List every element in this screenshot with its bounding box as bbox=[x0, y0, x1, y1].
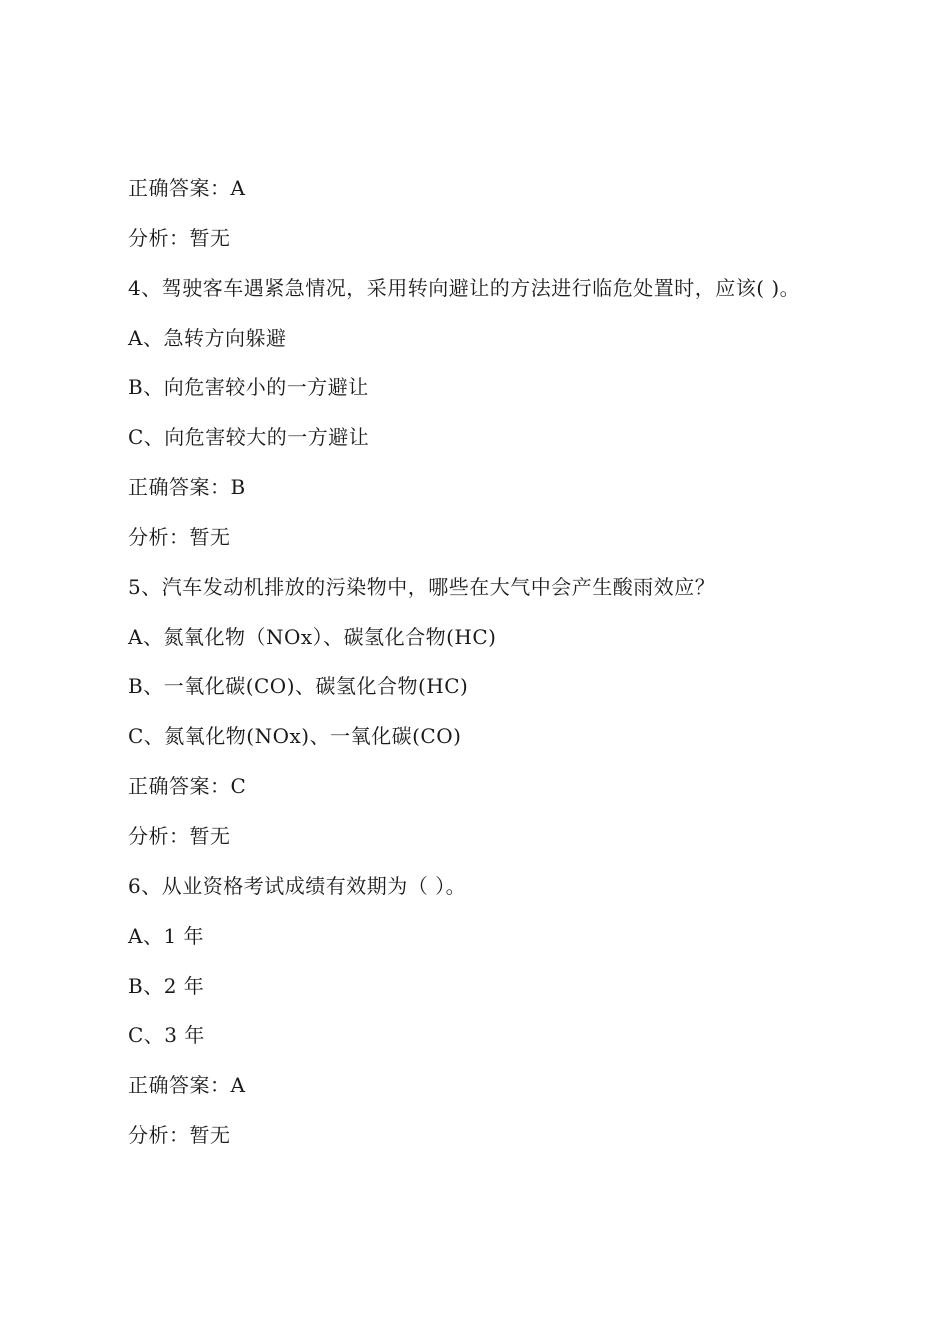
question-6-option-a: A、1 年 bbox=[128, 923, 205, 948]
question-4-option-a: A、急转方向躲避 bbox=[128, 325, 287, 350]
question-4-option-c: C、向危害较大的一方避让 bbox=[128, 425, 370, 450]
question-5-answer: 正确答案：C bbox=[128, 774, 247, 799]
question-6-option-b: B、2 年 bbox=[128, 973, 205, 998]
question-4: 4、驾驶客车遇紧急情况，采用转向避让的方法进行临危处置时，应该( )。 bbox=[128, 275, 801, 300]
question-4-analysis: 分析：暂无 bbox=[128, 524, 231, 549]
answer-line: 正确答案：A bbox=[128, 176, 246, 200]
document-content bbox=[128, 168, 848, 1165]
question-6-analysis: 分析：暂无 bbox=[128, 1123, 231, 1148]
question-6: 6、从业资格考试成绩有效期为（ ）。 bbox=[128, 873, 467, 898]
question-6-option-c: C、3 年 bbox=[128, 1023, 205, 1048]
question-5-option-b: B、一氧化碳(CO)、碳氢化合物(HC) bbox=[128, 674, 469, 699]
analysis-line: 分析：暂无 bbox=[128, 225, 231, 250]
question-5-analysis: 分析：暂无 bbox=[128, 823, 231, 848]
question-4-answer: 正确答案：B bbox=[128, 475, 246, 500]
question-6-answer: 正确答案：A bbox=[128, 1073, 246, 1098]
question-5: 5、汽车发动机排放的污染物中，哪些在大气中会产生酸雨效应？ bbox=[128, 574, 716, 599]
question-5-option-a: A、氮氧化物（NOx）、碳氢化合物(HC) bbox=[128, 624, 497, 649]
question-4-option-b: B、向危害较小的一方避让 bbox=[128, 375, 369, 400]
question-5-option-c: C、氮氧化物(NOx)、一氧化碳(CO) bbox=[128, 724, 462, 749]
